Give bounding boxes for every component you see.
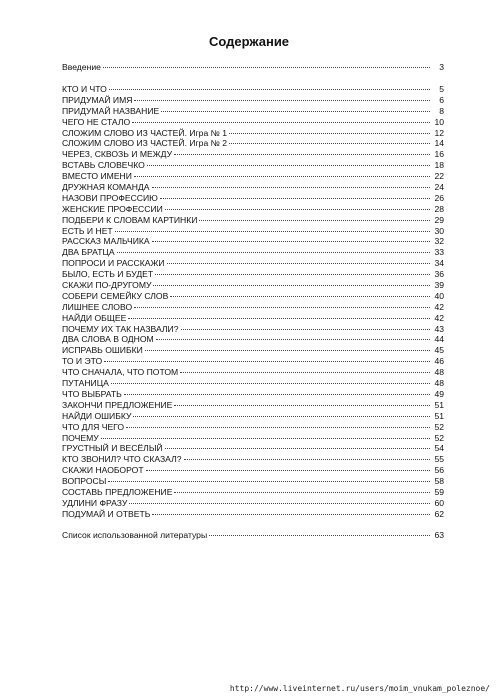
toc-entry-page: 33 [434,247,444,258]
toc-entry-title: КТО ЗВОНИЛ? ЧТО СКАЗАЛ? [62,454,182,465]
toc-entry-page: 54 [434,443,444,454]
toc-entry-page: 16 [434,149,444,160]
toc-entry-title: БЫЛО, ЕСТЬ И БУДЕТ [62,269,154,280]
toc-entry-title: ДВА СЛОВА В ОДНОМ [62,334,154,345]
toc-entry [62,422,444,433]
toc-entry-title: Введение [62,62,101,72]
toc-entry-title: НАЙДИ ОШИБКУ [62,410,132,421]
toc-entry [62,454,444,465]
dot-leader [174,154,430,155]
toc-entry-title: Список использованной литературы [62,529,208,540]
toc-entry [62,138,444,149]
dot-leader [153,285,430,286]
toc-entry [62,498,444,509]
dot-leader [167,263,430,264]
dot-leader [229,133,430,134]
toc-entry [62,313,444,324]
toc-entry-page: 28 [434,203,444,214]
toc-entry-title: ПРИДУМАЙ НАЗВАНИЕ [62,105,160,116]
toc-entry-title: ДРУЖНАЯ КОМАНДА [62,182,150,193]
toc-entry-title: ТО И ЭТО [62,356,103,367]
dot-leader [160,198,430,199]
toc-entry [62,182,444,193]
toc-entry-page: 49 [434,388,444,399]
toc-entry-page: 24 [434,182,444,193]
toc-entry-title: ВСТАВЬ СЛОВЕЧКО [62,160,145,171]
toc-entry-title: ЧТО ДЛЯ ЧЕГО [62,421,125,432]
toc-entry-title: ЛИШНЕЕ СЛОВО [62,301,133,312]
toc-entry [62,443,444,454]
toc-entry [62,345,444,356]
dot-leader [199,220,430,221]
toc-entry-title: ЧТО СНАЧАЛА, ЧТО ПОТОМ [62,367,179,378]
dot-leader [117,252,430,253]
toc-entry [62,95,444,106]
toc-entry-title: ВМЕСТО ИМЕНИ [62,171,132,182]
toc-entry-page: 18 [434,160,444,171]
toc-entry [62,258,444,269]
toc-entry-page: 10 [434,116,444,127]
dot-leader [155,274,430,275]
dot-leader [180,372,430,373]
toc-entry-title: РАССКАЗ МАЛЬЧИКА [62,236,150,247]
toc-entry [62,356,444,367]
dot-leader [133,416,430,417]
toc-entry [62,280,444,291]
toc-entry [62,367,444,378]
toc-entry [62,236,444,247]
toc-entry-page: 44 [434,334,444,345]
toc-entry-page: 63 [434,529,444,540]
toc-entry-page: 52 [434,421,444,432]
dot-leader [146,470,430,471]
toc-entry-title: СЛОЖИМ СЛОВО ИЗ ЧАСТЕЙ. Игра № 1 [62,127,228,138]
dot-leader [134,307,430,308]
toc-entry-page: 3 [439,62,444,72]
toc-entry [62,400,444,411]
toc-entry [62,269,444,280]
toc-entry-page: 62 [434,508,444,519]
dot-leader [147,165,430,166]
toc-entry-page: 51 [434,399,444,410]
toc-entry-title: СОБЕРИ СЕМЕЙКУ СЛОВ [62,290,169,301]
toc-entry-title: ГРУСТНЫЙ И ВЕСЁЛЫЙ [62,443,163,454]
toc-entry [62,291,444,302]
toc-entry-page: 32 [434,236,444,247]
dot-leader [132,122,430,123]
dot-leader [126,427,430,428]
dot-leader [108,481,430,482]
toc-entry-title: ПУТАНИЦА [62,378,109,389]
toc-entry-page: 48 [434,378,444,389]
toc-entry-page: 56 [434,465,444,476]
toc-entry-title: ЕСТЬ И НЕТ [62,225,113,236]
toc-entry-page: 6 [439,94,444,105]
toc-entry-page: 14 [434,138,444,149]
toc-entry-page: 36 [434,269,444,280]
toc-entry [62,106,444,117]
toc-entry [62,84,444,95]
toc-entry-page: 52 [434,432,444,443]
toc-entry-title: ПОДУМАЙ И ОТВЕТЬ [62,508,151,519]
toc-entry-title: ЗАКОНЧИ ПРЕДЛОЖЕНИЕ [62,399,173,410]
toc-entry-title: СЛОЖИМ СЛОВО ИЗ ЧАСТЕЙ. Игра № 2 [62,138,228,149]
toc-entry-title: ПРИДУМАЙ ИМЯ [62,94,133,105]
dot-leader [181,329,430,330]
toc-entry [62,433,444,444]
dot-leader [109,89,430,90]
toc-entry-title: ЧЕГО НЕ СТАЛО [62,116,131,127]
toc-entry [62,215,444,226]
toc-entry-title: СКАЖИ ПО-ДРУГОМУ [62,280,152,291]
toc-entry [62,193,444,204]
toc-entry-page: 45 [434,345,444,356]
toc-entry [62,476,444,487]
dot-leader [152,187,430,188]
toc-entry [62,117,444,128]
toc-entry-title: ПОПРОСИ И РАССКАЖИ [62,258,165,269]
toc-entry [62,226,444,237]
dot-leader [229,143,430,144]
dot-leader [209,535,430,536]
dot-leader [128,318,430,319]
toc-entry-page: 40 [434,290,444,301]
dot-leader [101,438,430,439]
toc-entry-title: НАЗОВИ ПРОФЕССИЮ [62,192,158,203]
toc-entry-page: 5 [439,84,444,94]
dot-leader [152,241,430,242]
toc-entry [62,171,444,182]
toc-entry-title: ПОЧЕМУ ИХ ТАК НАЗВАЛИ? [62,323,179,334]
toc-entry-title: ИСПРАВЬ ОШИБКИ [62,345,143,356]
dot-leader [174,492,430,493]
toc-entry [62,389,444,400]
toc-entry [62,509,444,520]
dot-leader [152,514,430,515]
dot-leader [165,448,430,449]
toc-entry-title: СКАЖИ НАОБОРОТ [62,465,144,476]
toc-entry-title: ДВА БРАТЦА [62,247,115,258]
dot-leader [124,394,430,395]
toc-entry-page: 43 [434,323,444,334]
dot-leader [129,503,430,504]
toc-entry [62,247,444,258]
toc-entry-page: 30 [434,225,444,236]
dot-leader [145,350,430,351]
toc-entry [62,487,444,498]
toc-entry [62,61,444,73]
toc-entry [62,128,444,139]
dot-leader [134,176,430,177]
dot-leader [170,296,430,297]
toc-entry-page: 22 [434,171,444,182]
watermark-url: http://www.liveinternet.ru/users/moim_vnukam_poleznoe/ [229,684,490,693]
toc-entry [62,160,444,171]
toc-entry [62,530,444,541]
dot-leader [161,111,430,112]
dot-leader [115,231,430,232]
toc-entry-page: 48 [434,367,444,378]
toc-entry-title: УДЛИНИ ФРАЗУ [62,497,128,508]
toc-entry [62,411,444,422]
dot-leader [156,339,430,340]
toc-entry-page: 42 [434,312,444,323]
dot-leader [111,383,430,384]
toc-entry [62,149,444,160]
toc-entry-page: 55 [434,454,444,465]
toc-entry-title: ПОДБЕРИ К СЛОВАМ КАРТИНКИ [62,214,198,225]
dot-leader [165,209,430,210]
toc-entry-page: 59 [434,486,444,497]
toc-entry-page: 29 [434,214,444,225]
dot-leader [103,67,430,68]
toc-entry-page: 46 [434,356,444,367]
toc-entry-page: 26 [434,192,444,203]
toc-entry-page: 60 [434,497,444,508]
toc-entry-title: НАЙДИ ОБЩЕЕ [62,312,127,323]
toc-entry-title: ПОЧЕМУ [62,432,99,443]
toc-entry-title: ВОПРОСЫ [62,476,107,487]
dot-leader [104,361,430,362]
toc-entry-title: ЧТО ВЫБРАТЬ [62,388,122,399]
dot-leader [184,459,431,460]
toc-entry-title: ЖЕНСКИЕ ПРОФЕССИИ [62,203,163,214]
toc-entry [62,465,444,476]
toc-entry [62,302,444,313]
dot-leader [174,405,430,406]
page-title: Содержание [208,34,290,49]
toc-entry-page: 42 [434,301,444,312]
toc-entry-page: 58 [434,476,444,487]
toc-entry-title: ЧЕРЕЗ, СКВОЗЬ И МЕЖДУ [62,149,173,160]
toc-entry-page: 51 [434,410,444,421]
toc-entry [62,324,444,335]
toc-entry-page: 39 [434,280,444,291]
toc-entry-title: КТО И ЧТО [62,84,107,94]
toc-entry [62,204,444,215]
toc-entry [62,378,444,389]
toc-entry [62,334,444,345]
toc-entry-title: СОСТАВЬ ПРЕДЛОЖЕНИЕ [62,486,173,497]
toc-entry-page: 12 [434,127,444,138]
toc-entry-page: 34 [434,258,444,269]
dot-leader [134,100,430,101]
toc-entry-page: 8 [439,105,444,116]
table-of-contents [62,61,444,541]
